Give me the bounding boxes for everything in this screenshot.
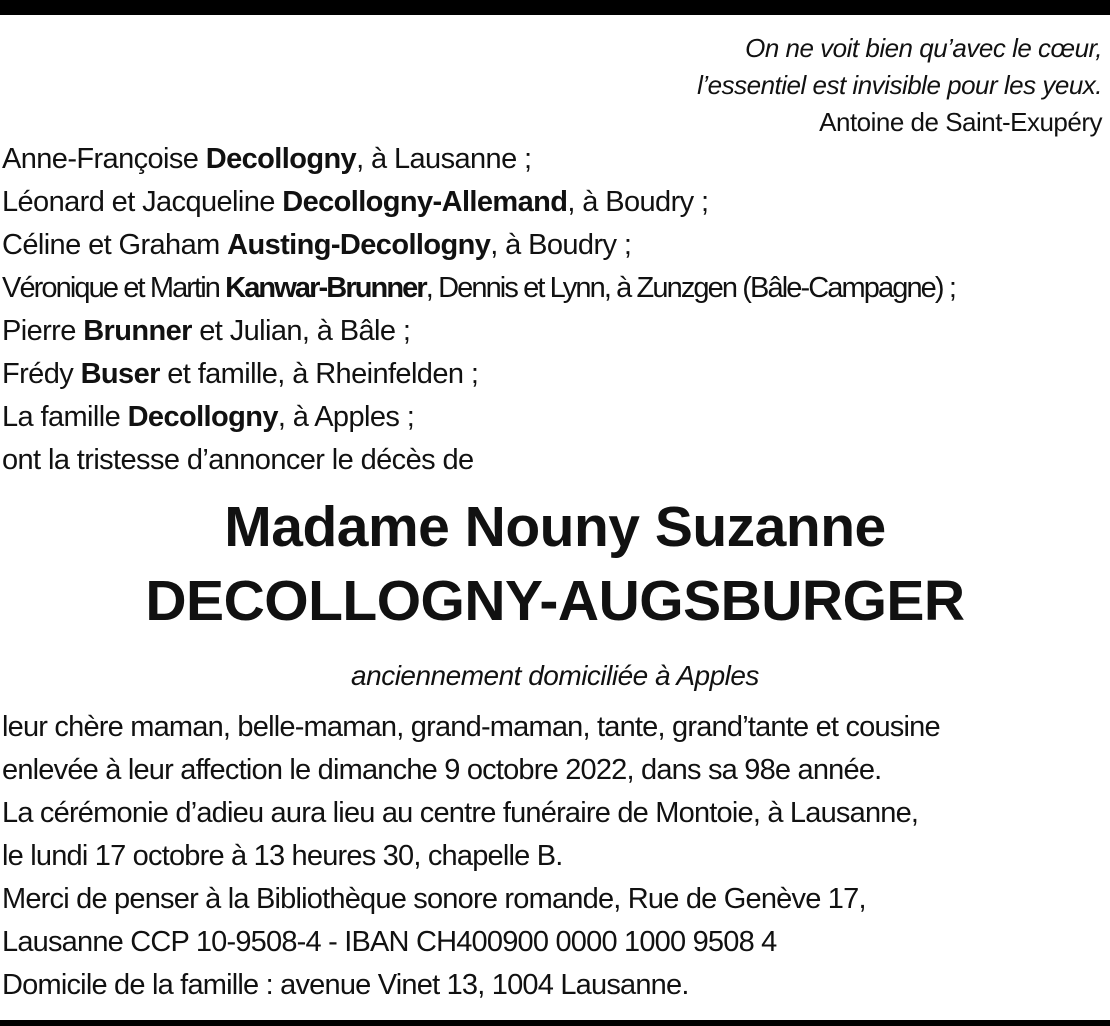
body-line: enlevée à leur affection le dimanche 9 octobre 2022, dans sa 98e année.: [2, 754, 882, 786]
family-row-suffix: , à Boudry ;: [490, 229, 632, 261]
family-row-prefix: Anne-Françoise: [2, 143, 206, 175]
family-row-prefix: Pierre: [2, 315, 84, 347]
family-row-suffix: , à Lausanne ;: [356, 143, 532, 175]
family-row: [2, 396, 1108, 439]
body-line: le lundi 17 octobre à 13 heures 30, chapelle B.: [2, 840, 563, 872]
family-row: [2, 138, 1108, 181]
family-row-prefix: Céline et Graham: [2, 229, 228, 261]
family-row-surname: Kanwar-Brunner: [225, 272, 426, 304]
quote-line-1: On ne voit bien qu’avec le cœur,: [745, 33, 1102, 63]
family-row-suffix: et Julian, à Bâle ;: [191, 315, 411, 347]
body-line: leur chère maman, belle-maman, grand-maman, tante, grand’tante et cousine: [2, 711, 940, 743]
notice-body: [2, 706, 1108, 1007]
body-line: Lausanne CCP 10-9508-4 - IBAN CH400900 0000 1000 9508 4: [2, 926, 777, 958]
deceased-name: [0, 490, 1110, 638]
top-border-rule: [0, 0, 1110, 15]
family-row-suffix: , Dennis et Lynn, à Zunzgen (Bâle-Campagne) ;: [425, 272, 955, 304]
family-row-surname: Austing-Decollogny: [227, 229, 491, 261]
family-row-surname: Decollogny: [205, 143, 357, 175]
family-row: [2, 310, 1108, 353]
family-row-prefix: Léonard et Jacqueline: [2, 186, 283, 218]
family-row: [2, 353, 1108, 396]
epigraph-quote: [697, 30, 1102, 141]
body-line: La cérémonie d’adieu aura lieu au centre funéraire de Montoie, à Lausanne,: [2, 797, 919, 829]
announcement-line: ont la tristesse d’annoncer le décès de: [2, 444, 474, 476]
deceased-name-line-2: DECOLLOGNY-AUGSBURGER: [145, 569, 965, 633]
family-row-prefix: Véronique et Martin: [2, 272, 226, 304]
family-row-surname: Brunner: [83, 315, 192, 347]
family-row-surname: Decollogny: [127, 401, 278, 433]
family-list: [2, 138, 1108, 482]
family-row-suffix: , à Boudry ;: [567, 186, 709, 218]
former-residence: anciennement domiciliée à Apples: [351, 660, 759, 691]
family-row: [2, 267, 1108, 310]
family-row: [2, 224, 1108, 267]
family-row-surname: Buser: [80, 358, 160, 390]
body-line: Domicile de la famille : avenue Vinet 13, 1004 Lausanne.: [2, 969, 689, 1001]
quote-author: Antoine de Saint-Exupéry: [819, 107, 1102, 137]
family-row-surname: Decollogny-Allemand: [282, 186, 568, 218]
quote-line-2: l’essentiel est invisible pour les yeux.: [697, 70, 1102, 100]
family-row-suffix: et famille, à Rheinfelden ;: [159, 358, 479, 390]
body-line: Merci de penser à la Bibliothèque sonore romande, Rue de Genève 17,: [2, 883, 866, 915]
family-row-prefix: Frédy: [2, 358, 81, 390]
family-row: [2, 181, 1108, 224]
deceased-name-line-1: Madame Nouny Suzanne: [224, 495, 886, 559]
bottom-border-rule: [0, 1020, 1110, 1026]
family-row-prefix: La famille: [2, 401, 128, 433]
family-row-suffix: , à Apples ;: [277, 401, 415, 433]
